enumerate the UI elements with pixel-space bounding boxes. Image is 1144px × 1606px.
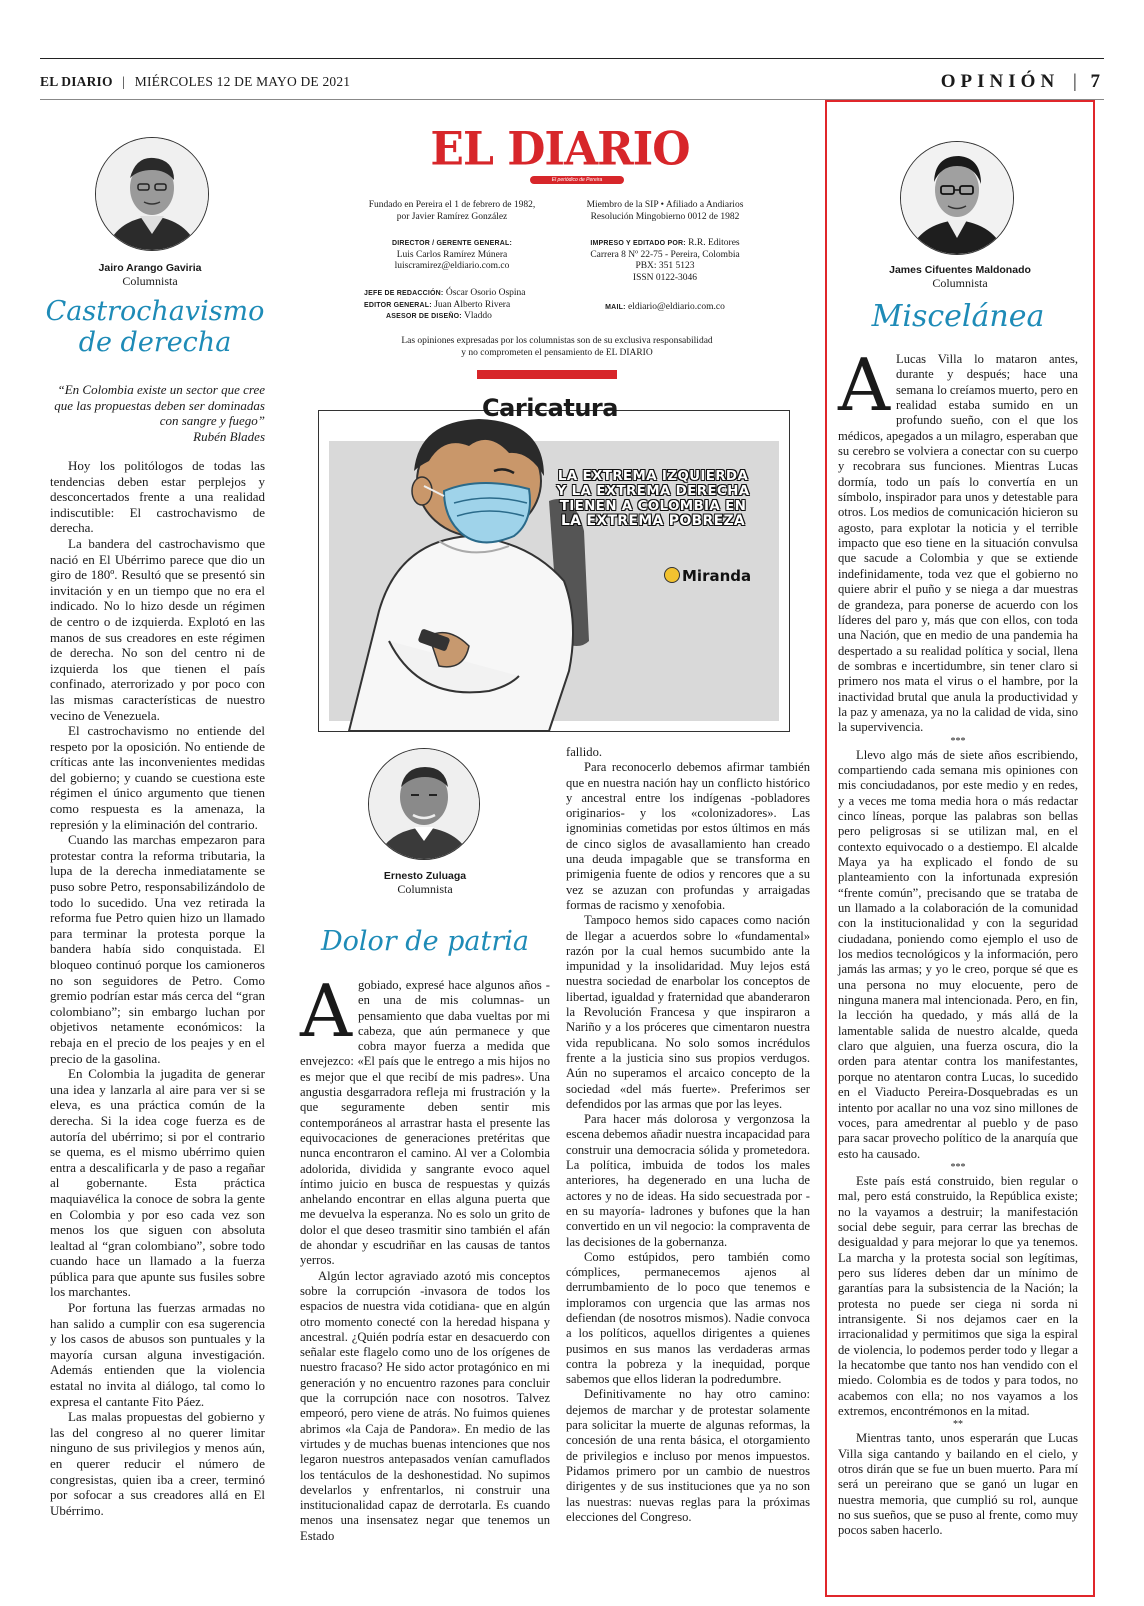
separator: *** (950, 1161, 966, 1173)
paragraph: Las malas propuestas del gobierno y las del congreso al no querer limitar ninguno de sus privilegios y menos aún, en querer reducir el número de congresistas, quien iba a creer, terminó por sofocar a sus creadores allá en El Ubérrimo. (50, 1409, 265, 1518)
info-founder: por Javier Ramírez González (396, 211, 508, 222)
disclaimer-line-1: Las opiniones expresadas por los columnistas son de su exclusiva responsabilidad (401, 336, 713, 346)
paragraph: Hoy los politólogos de todas las tendencias deben estar perplejos y desconcertados frente a una realidad indiscutible: El castrochavismo de derecha. (50, 458, 265, 536)
column-middle-1 (300, 969, 550, 1544)
info-staff (352, 288, 572, 323)
paragraph: Como estúpidos, pero también como cómplices, permanecemos ajenos al derrumbamiento de lo poco que tenemos e imploramos con urgencia que las armas nos defiendan (de nosotros mismos). Nadie convoca a los políticos, aquellos dirigentes a quienes pusimos en sus manos las verdaderas armas contra la pobreza y la inequidad, porque sabemos que ellos lideran la podredumbre. (566, 1249, 810, 1387)
column-left (50, 458, 265, 1518)
paragraph: Algún lector agraviado azotó mis conceptos sobre la corrupción -invasora de todos los espacios de nuestra vida cotidiana- que en algún otro momento conecté con la heredad hispana y ancestral. ¿Quién podría estar en desacuerdo con señalar este flagelo como uno de los orígenes de nuestro fracaso? He sido actor protagónico en mi generación y no encuentro razones para concluir que la corrupción nace con nosotros. Talvez empeoró, pero viene de atrás. No fuimos quienes abrimos «la Caja de Pandora». En medio de las virtudes y de muchas buenas intenciones que nos legaron nuestros antepasados venían camuflados los tentáculos de la deshonestidad. No supimos develarlos y enfrentarlos, ni construir una institucionalidad capaz de derrotarla. Es cuando menos una insensatez negar que tenemos un Estado (300, 1268, 550, 1543)
paragraph: Para reconocerlo debemos afirmar también que en nuestra nación hay un conflicto histórico y ancestral entre los indígenas -pobladores originarios- y los «colonizadores». Las ignominias cometidas por estos últimos en más de cinco siglos de avasallamiento han creado una deuda impagable que se transforma en primigenia fuente de odios y rencores que a su vez se azuzan con profundas y arraigadas formas de racismo y xenofobia. (566, 760, 810, 912)
person-portrait-icon (369, 749, 479, 859)
disclaimer-line-2: y no comprometen el pensamiento de EL DIARIO (461, 347, 653, 358)
paragraph: Por fortuna las fuerzas armadas no han salido a cumplir con esa sugerencia y los casos de abusos son puntuales y la mayoría cursan alguna investigación. Además entienden que la violencia estatal no invita al diálogo, tal como lo expresa el cantante Fito Páez. (50, 1300, 265, 1409)
printer-pbx: PBX: 351 5123 (635, 261, 695, 271)
cartoon-line-3: TIENEN A COLOMBIA EN (559, 498, 747, 514)
paragraph: Llevo algo más de siete años escribiendo, compartiendo cada semana mis opiniones con mis conciudadanos, por este medio y en redes, y a veces me toma media hora o más redactar cinco líneas, porque las palabras son bellas pero peligrosas si se utilizan mal, en el contexto equivocado o a destiempo. El alcalde Maya ya ha explicado el fondo de su planteamiento con la infortunada expresión “frente común”, precisando que se trataba de un llamado a la colaboración de la comunidad con la institucionalidad y con la seguridad ciudadana, poniendo como ejemplo el uso de los medios tecnológicos y la información, pero jamás las armas; y yo le creo, porque sé que es una persona no muy elocuente, pero de ninguna manera mal intencionada. Pero, en fin, la lección ha quedado, y más allá de la lamentable salida de nuestro alcalde, queda claro que alguien, una fuerza oscura, dio la orden para atentar contra los manifestantes, porque no atentaron contra Lucas, lo sucedido en el Viaducto Pereira-Dosquebradas es un intento por acallar no una voz sino millones de voces, para amedrentar al pueblo y de paso para sacar provecho político de la anarquía que esto ha causado. (838, 747, 1078, 1161)
printed-label: IMPRESO Y EDITADO POR: (590, 240, 686, 247)
signature-icon (664, 567, 680, 583)
cartoon-signature (664, 567, 751, 585)
paragraph: Definitivamente no hay otro camino: dejemos de marchar y de protestar solamente para solicitar la muerte de algunas reformas, la concesión de una renta básica, el otorgamiento de privilegios e incluso por menos impuestos. Pidamos primero por un cambio de nuestros dirigentes y de sus instituciones que ya no son las nuestras: nuevas reglas para la próximas elecciones del Congreso. (566, 1387, 810, 1524)
info-disclaimer (352, 336, 762, 359)
logo-tagline: El periódico de Pereira (530, 176, 624, 184)
author-name: James Cifuentes Maldonado (889, 264, 1031, 276)
top-rule (40, 58, 1104, 59)
cartoon-line-1: LA EXTREMA IZQUIERDA (557, 468, 749, 484)
printed-by: R.R. Editores (688, 238, 740, 248)
headline-line-2: de derecha (78, 327, 232, 359)
paragraph: El castrochavismo no entiende del respeto por la oposición. No entiende de críticas ante las inconvenientes medidas del gobierno; y cuando se cuestiona este régimen el único argumento que tienen como respuesta es la amenaza, la represión y la eliminación del contrario. (50, 723, 265, 832)
drop-cap: A (838, 343, 890, 427)
director-label: DIRECTOR / GERENTE GENERAL: (391, 240, 512, 247)
author-name: Jairo Arango Gaviria (98, 262, 202, 274)
paper-name: EL DIARIO (40, 74, 113, 89)
separator: *** (950, 735, 966, 747)
editor-name: Óscar Osorio Ospina (445, 288, 526, 298)
paragraph: Este país está construido, bien regular o mal, pero está construido, la República existe; no la vayamos a destruir; la manifestación social debe seguir, para cerrar las brechas de desigualdad y para mejorar lo que ya tenemos. La marcha y la protesta social son legítimas, pero sus líderes deben dar un mínimo de garantías para la subsistencia de la Nación; la protesta no puede ser ciega ni sorda ni intransigente. Si nos dejamos caer en la irracionalidad y permitimos que siga la espiral de violencia, lo podemos perder todo y llegar a la hecatombe que tanto nos han vendido con el miedo. Colombia es de todos y para todos, no acabemos con ella; no nos vayamos a los extremos, encontrémonos en la mitad. (838, 1173, 1078, 1419)
cartoon-caption (548, 469, 758, 529)
person-portrait-icon (901, 142, 1013, 254)
design-label: ASESOR DE DISEÑO: (386, 313, 462, 320)
paragraph: En Colombia la jugadita de generar una idea y lanzarla al aire para ver si se eleva, es una práctica común de la derecha. Si la idea coge fuerza es de autoría del ubérrimo; si por el contrario se quema, es el mismo ubérrimo quien entra a descalificarla y de paso a regañar al gobernante. Esta práctica maquiavélica la conoce de sobra la gente en Colombia y por eso cada vez son menos los que siguen con absoluta lealtad al “gran colombiano”, sobre todo cuando hace un llamado a la fuerza pública para que apunte sus fusiles sobre los marchantes. (50, 1066, 265, 1300)
paragraph: Cuando las marchas empezaron para protestar contra la reforma tributaria, la lupa de la derecha inmediatamente se puso sobre Petro, responsabilizándolo de todo lo sucedido. Una vez retirada la reforma fue Petro quien hizo un llamado para terminar la protesta porque la bandera había sido conquistada. El bloqueo continuó porque los camioneros no son seguidores de Petro. Como gremio podrían estar más cerca del “gran colombiano”; sin embargo luchan por objetivos netamente económicos: la rebaja en el precio de los peajes y en el precio de la gasolina. (50, 832, 265, 1066)
headline-left (40, 296, 270, 358)
info-resolution: Resolución Mingobierno 0012 de 1982 (590, 211, 740, 222)
byline-middle (340, 870, 510, 897)
author-role: Columnista (122, 274, 178, 288)
logo-wordmark: EL DIARIO (430, 122, 690, 177)
avatar-ernesto (368, 748, 480, 860)
general-editor-label: EDITOR GENERAL: (364, 301, 432, 309)
paragraph: fallido. (566, 745, 603, 759)
paragraph-text: gobiado, expresé hace algunos años -en una de mis columnas- un pensamiento que daba vueltas por mi cabeza, que aún permanece y que cobra mayor fuerza a medida que envejezco: «El país que le entrego a mis hijos no es mejor que el que recibí de mis padres». Una angustia desgarradora refleja mi frustración y la que seguramente deben sentir mis contemporáneos al arrastrar hasta el presente las equivocaciones de generaciones pretéritas que nunca encontraron el camino. Al ver a Colombia adolorida, dividida y sangrante evoco aquel íntimo juicio en busca de respuestas y quizás anhelando encontrar en ellas alguna puerta que me devuelva la esperanza. No es solo un grito de dolor el que deseo trasmitir sino también el afán de ahondar y escudriñar en las causas de tantos yerros. (300, 978, 550, 1268)
info-membership (565, 200, 765, 223)
headline-right: Miscelánea (871, 299, 1045, 334)
author-role: Columnista (397, 882, 453, 896)
info-member: Miembro de la SIP • Afiliado a Andiarios (586, 200, 744, 210)
column-middle-2 (566, 745, 810, 1525)
section-separator: | (1072, 71, 1077, 92)
printer-address: Carrera 8 Nº 22-75 - Pereira, Colombia (590, 249, 740, 260)
masthead (40, 74, 350, 90)
headline-middle: Dolor de patria (321, 926, 529, 957)
cartoon-line-4: LA EXTREMA POBREZA (560, 513, 746, 529)
info-founded: Fundado en Pereira el 1 de febrero de 1982, (368, 200, 536, 210)
signature-text: Miranda (682, 567, 752, 585)
newspaper-logo (430, 122, 690, 183)
paragraph: La bandera del castrochavismo que nació en El Ubérrimo parece que dio un giro de 180º. Resultó que se presentó sin invitación y en un tiempo que no era el indicado. No lo hizo desde un régimen de centro o de izquierda. Explotó en las manos de sus creadores en este régimen de derecha. No son del centro ni de izquierda los que tienen el país confinado, aterrorizado y por poco con las mismas características de nuestro vecino de Venezuela. (50, 535, 265, 723)
drop-cap: A (300, 969, 352, 1053)
section-header (941, 71, 1100, 93)
epigraph-author: Rubén Blades (193, 428, 265, 444)
avatar-jairo (95, 137, 209, 251)
paragraph: Tampoco hemos sido capaces como nación de llegar a acuerdos sobre lo «fundamental» razón por la cual hemos sucumbido ante la impunidad y la insolidaridad. Muy lejos está nuestra sociedad de enarbolar los conceptos de libertad, igualdad y fraternidad que abanderaron la Revolución Francesa y que inspiraron a Nariño y a los próceres que cimentaron nuestra vida republicana. No solo somos incrédulos frente a la justicia sino sus propios verdugos. Aún no superamos el arcaico concepto de la sociedad «del más fuerte». Preferimos ser defendidos por las armas que por las leyes. (566, 913, 810, 1111)
design-name: Vladdo (463, 311, 492, 321)
epigraph (50, 382, 265, 444)
mail-label: MAIL: (605, 304, 626, 311)
general-editor-name: Juan Alberto Rivera (434, 299, 511, 310)
mail-address: eldiario@eldiario.com.co (627, 302, 725, 312)
column-right (838, 343, 1078, 1539)
separator: ** (953, 1419, 963, 1431)
paragraph (838, 343, 1078, 736)
byline-right (860, 264, 1060, 291)
cartoon-line-2: Y LA EXTREMA DERECHA (556, 483, 750, 499)
paragraph: Mientras tanto, unos esperarán que Lucas Villa siga cantando y bailando en el cielo, y otros dirán que se fue un buen muerto. Para mí será un pereirano que se ganó un lugar en nuestra memoria, que cumplió su rol, aunque no sus sueños, que se puso al frente, como muy pocos saben hacerlo. (838, 1431, 1078, 1538)
byline-left (60, 262, 240, 289)
person-portrait-icon (96, 138, 208, 250)
issue-date: MIÉRCOLES 12 DE MAYO DE 2021 (134, 74, 351, 89)
info-founding (352, 200, 552, 223)
masthead-separator: | (122, 74, 126, 89)
director-email: luiscramirez@eldiario.com.co (394, 261, 510, 271)
paragraph: Para hacer más dolorosa y vergonzosa la escena debemos añadir nuestra incapacidad para construir una democracia sólida y prometedora. La política, imbuida de todos los males anteriores, ha degenerado en una lucha de actores y no de ideas. Ha sido secuestrada por -en su mayoría- ladrones y bufones que la han convertido en un vil negocio: la compraventa de las decisiones de la gobernanza. (566, 1112, 810, 1249)
author-name: Ernesto Zuluaga (383, 870, 467, 882)
editor-label: JEFE DE REDACCIÓN: (364, 290, 444, 297)
cartoon-accent-bar (477, 370, 617, 379)
info-director (352, 238, 552, 273)
avatar-james (900, 141, 1014, 255)
director-name: Luis Carlos Ramírez Múnera (396, 249, 508, 260)
info-printer (565, 238, 765, 284)
section-name: OPINIÓN (940, 71, 1060, 92)
printer-issn: ISSN 0122-3046 (632, 272, 698, 283)
author-role: Columnista (932, 276, 988, 290)
page-number: 7 (1090, 71, 1100, 92)
headline-line-1: Castrochavismo (45, 296, 265, 327)
paragraph (300, 969, 550, 1269)
epigraph-text: “En Colombia existe un sector que cree que las propuestas deben ser dominadas con sangre y fuego” (54, 382, 265, 428)
paragraph-text: Lucas Villa lo mataron antes, durante y después; hace una semana lo creíamos muerto, pero en realidad estaba sumido en un profundo sueño, con el que los médicos, apegados a un milagro, esperaban que su cerebro se volviera a conectar con su cuerpo y recobrara sus funciones. Mientras Lucas dormía, todo un país lo convertía en un símbolo, inspirador para unos y detestable para otros. Los medios de comunicación hicieron su agosto, para explotar la noticia y el terrible impacto que eso tiene en la situación convulsa que sacude a Colombia y que se extiende indefinidamente, toda vez que el gobierno no quiere abrir el puño y se niega a dar muestras de grandeza, para ponerse de acuerdo con los líderes del paro y, más que con ellos, con toda una Nación, que en medio de una pandemia ha despertado a su realidad política y social, llena de sombras e incertidumbre, sin tener claro si primero nos mata el virus o el hambre, por la inactividad brutal que anula la productividad y la paz y amenaza, ya no la calidad de vida, sino la supervivencia. (838, 352, 1078, 735)
cartoon-title: Caricatura (482, 394, 618, 422)
info-mail (565, 302, 765, 314)
